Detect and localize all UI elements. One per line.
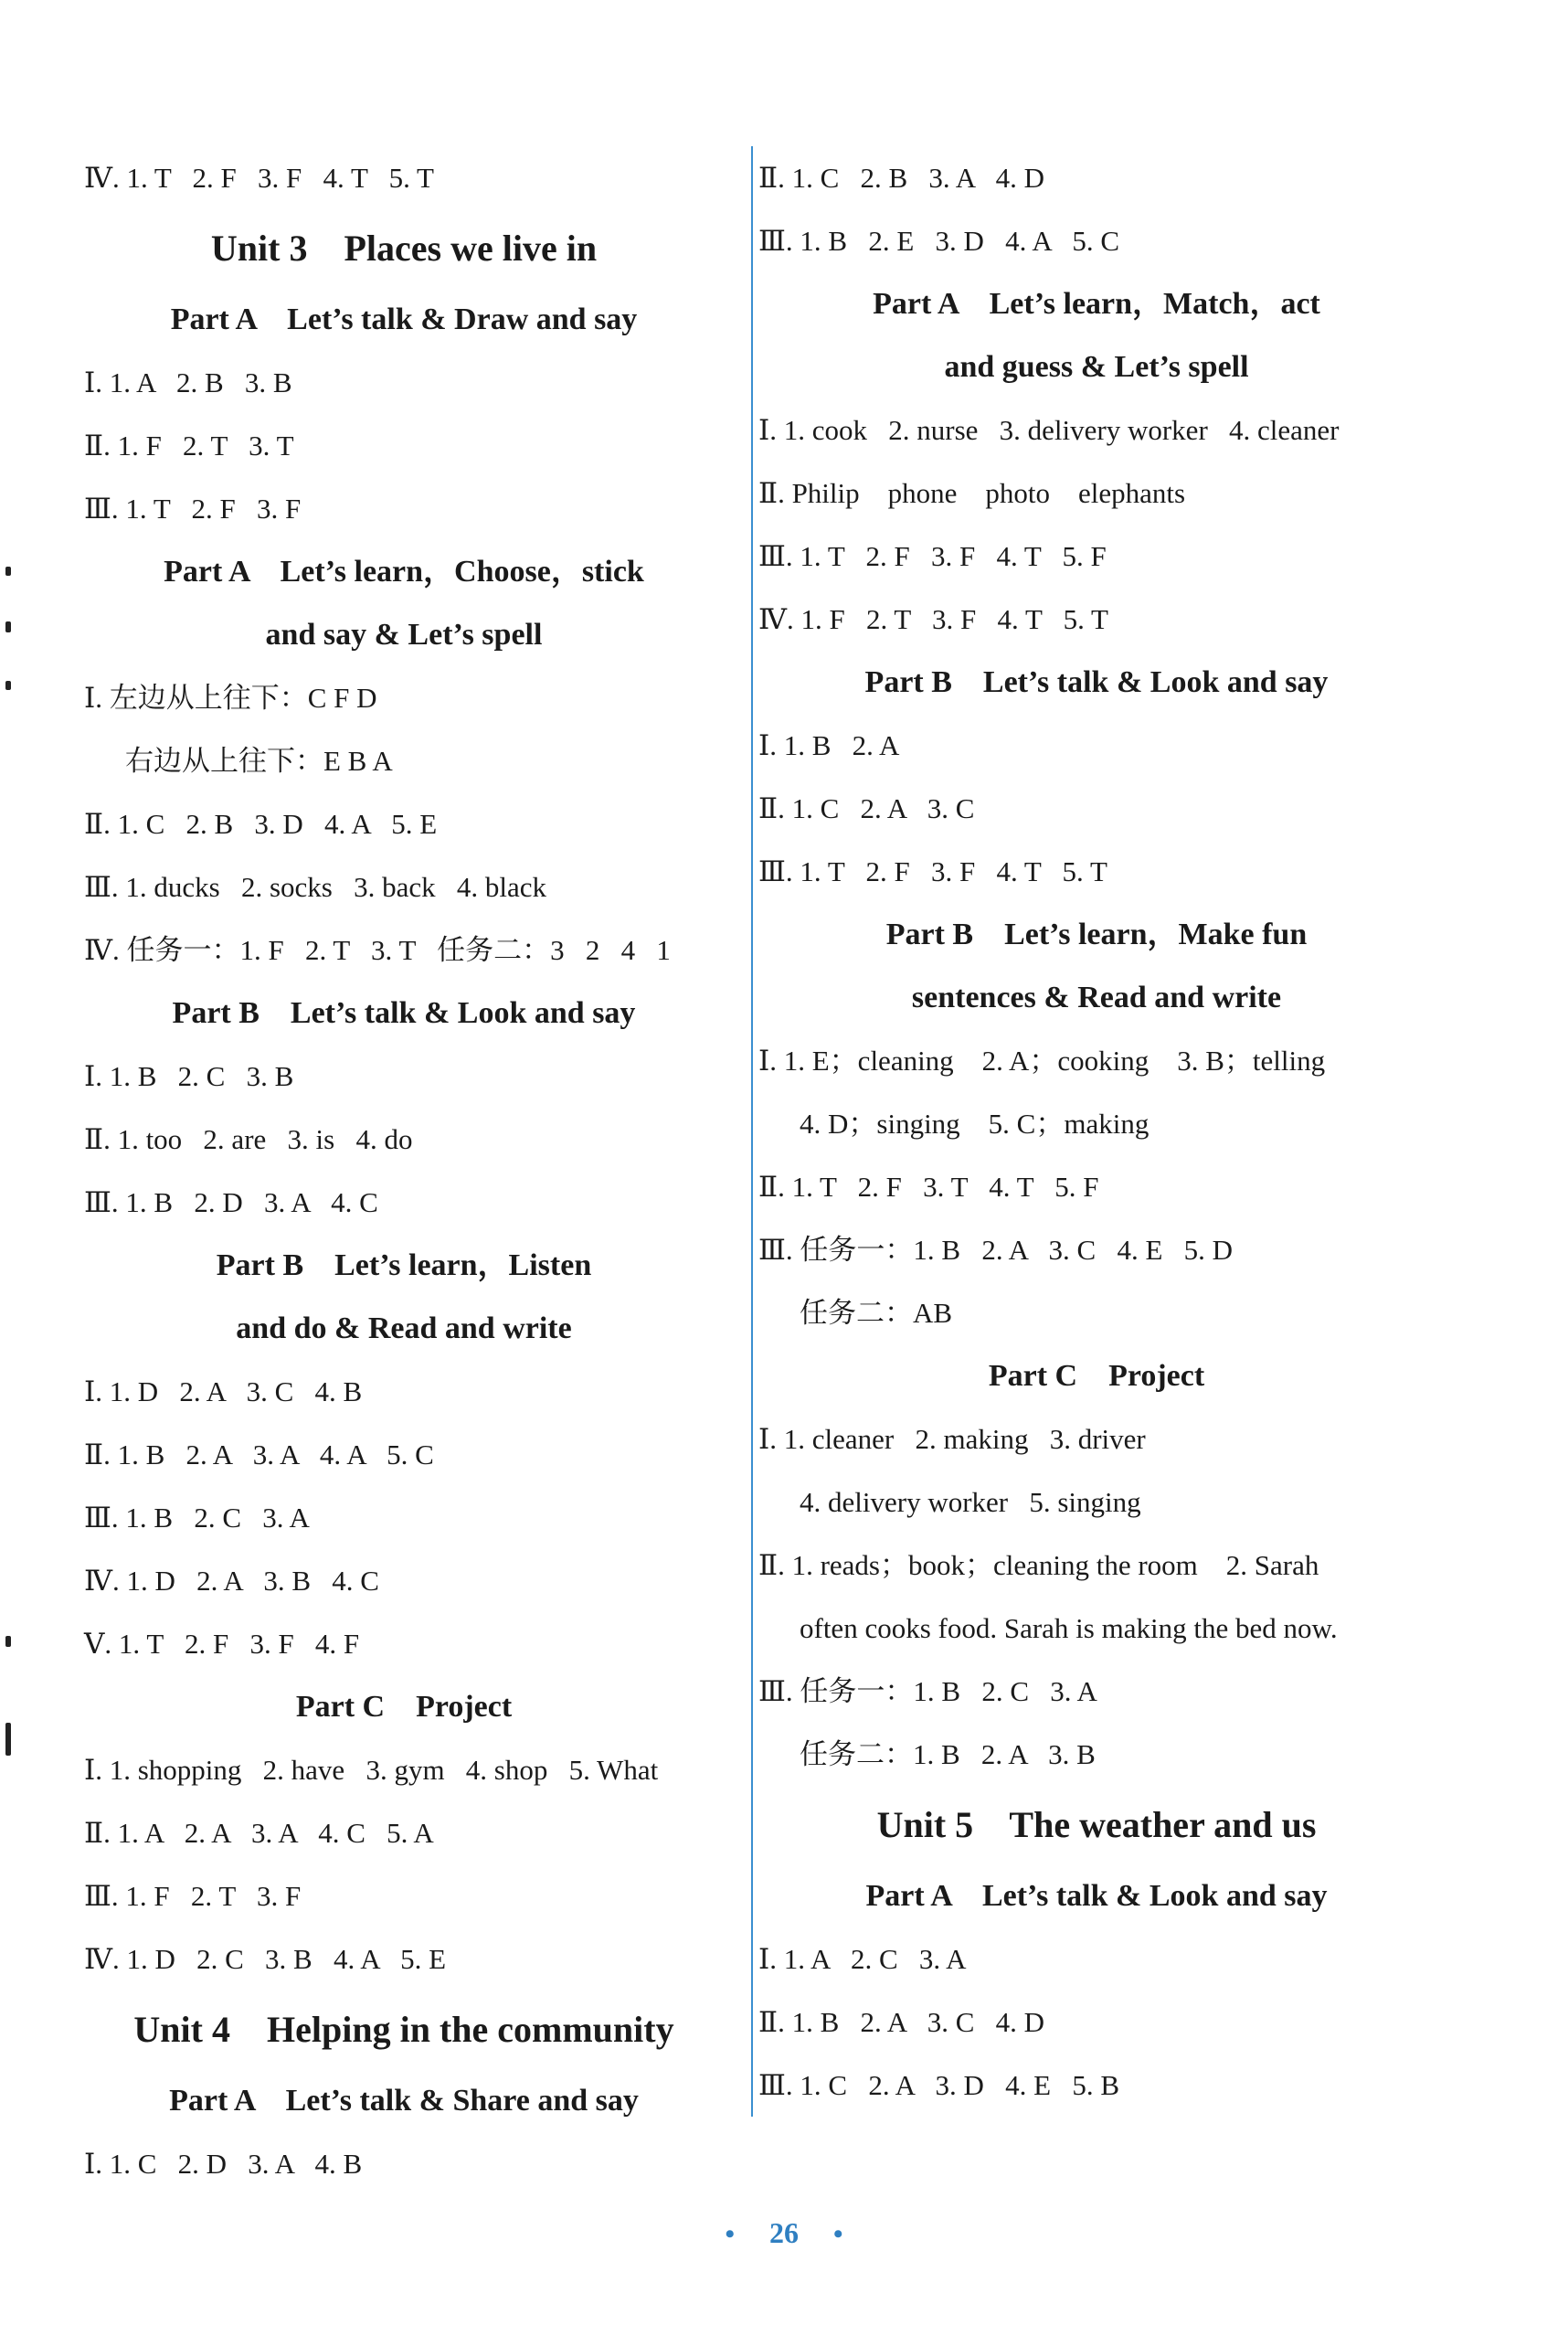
answer-line: Ⅰ. 1. cleaner 2. making 3. driver bbox=[758, 1423, 1146, 1455]
answer-line: 任务二：1. B 2. A 3. B bbox=[800, 1738, 1096, 1770]
answer-line: Ⅲ. 1. T 2. F 3. F 4. T 5. T bbox=[758, 855, 1107, 887]
part-heading: and say & Let’s spell bbox=[265, 618, 543, 652]
answer-line: Ⅲ. 任务一：1. B 2. C 3. A bbox=[758, 1675, 1097, 1707]
answer-line: often cooks food. Sarah is making the bed now. bbox=[800, 1612, 1338, 1644]
answer-line: Ⅲ. 1. T 2. F 3. F 4. T 5. F bbox=[758, 540, 1107, 572]
part-heading: and guess & Let’s spell bbox=[944, 350, 1249, 384]
part-heading: Part C Project bbox=[988, 1359, 1205, 1393]
unit-heading: Unit 3 Places we live in bbox=[210, 228, 598, 269]
answer-line: Ⅰ. 1. A 2. B 3. B bbox=[84, 366, 292, 398]
answer-line: Ⅳ. 任务一：1. F 2. T 3. T 任务二：3 2 4 1 bbox=[84, 934, 671, 966]
answer-line: Ⅰ. 1. B 2. C 3. B bbox=[84, 1060, 294, 1092]
answer-line: Ⅰ. 1. C 2. D 3. A 4. B bbox=[84, 2148, 363, 2180]
part-heading: Part B Let’s talk & Look and say bbox=[172, 996, 636, 1030]
answer-line: Ⅰ. 1. A 2. C 3. A bbox=[758, 1943, 967, 1975]
answer-line: Ⅰ. 1. E；cleaning 2. A；cooking 3. B；telling bbox=[758, 1045, 1326, 1077]
margin-mark bbox=[5, 681, 11, 690]
answer-line: Ⅱ. Philip phone photo elephants bbox=[758, 477, 1186, 509]
answer-line: Ⅲ. 任务一：1. B 2. A 3. C 4. E 5. D bbox=[758, 1234, 1234, 1266]
answer-line: Ⅲ. 1. B 2. D 3. A 4. C bbox=[84, 1186, 378, 1218]
right-column bbox=[751, 146, 1435, 2117]
answer-line: 右边从上往下：E B A bbox=[125, 745, 393, 777]
answer-line: Ⅱ. 1. B 2. A 3. C 4. D bbox=[758, 2006, 1045, 2038]
answer-line: Ⅰ. 1. B 2. A bbox=[758, 729, 900, 761]
margin-mark bbox=[5, 1636, 11, 1647]
answer-line: Ⅲ. 1. ducks 2. socks 3. back 4. black bbox=[84, 871, 547, 903]
answer-line: 4. delivery worker 5. singing bbox=[800, 1486, 1141, 1518]
answer-line: Ⅱ. 1. C 2. B 3. A 4. D bbox=[758, 162, 1045, 194]
answer-line: Ⅳ. 1. D 2. C 3. B 4. A 5. E bbox=[84, 1943, 447, 1975]
unit-heading: Unit 5 The weather and us bbox=[876, 1804, 1317, 1845]
answer-line: Ⅳ. 1. D 2. A 3. B 4. C bbox=[84, 1565, 379, 1597]
page-footer bbox=[0, 2216, 1568, 2250]
answer-line: Ⅰ. 左边从上往下：C F D bbox=[84, 682, 377, 714]
part-heading: Part B Let’s learn，Make fun bbox=[885, 918, 1308, 951]
answer-line: Ⅲ. 1. B 2. E 3. D 4. A 5. C bbox=[758, 225, 1120, 257]
part-heading: Part A Let’s talk & Look and say bbox=[865, 1879, 1328, 1913]
unit-heading: Unit 4 Helping in the community bbox=[133, 2009, 674, 2050]
answer-line: Ⅲ. 1. B 2. C 3. A bbox=[84, 1502, 310, 1534]
part-heading: Part A Let’s learn，Match，act bbox=[873, 287, 1320, 321]
margin-mark bbox=[5, 621, 11, 632]
answer-line: Ⅲ. 1. T 2. F 3. F bbox=[84, 493, 302, 525]
answer-line: 任务二：AB bbox=[800, 1297, 953, 1329]
answer-line: Ⅱ. 1. C 2. B 3. D 4. A 5. E bbox=[84, 808, 438, 840]
answer-line: Ⅳ. 1. F 2. T 3. F 4. T 5. T bbox=[758, 603, 1108, 635]
answer-line: Ⅱ. 1. A 2. A 3. A 4. C 5. A bbox=[84, 1817, 434, 1849]
answer-line: Ⅱ. 1. B 2. A 3. A 4. A 5. C bbox=[84, 1439, 434, 1470]
answer-line: Ⅲ. 1. F 2. T 3. F bbox=[84, 1880, 302, 1912]
footer-dot: • bbox=[833, 2219, 843, 2249]
page-number: 26 bbox=[769, 2216, 799, 2249]
answer-line: Ⅰ. 1. cook 2. nurse 3. delivery worker 4. cleaner bbox=[758, 414, 1340, 446]
part-heading: Part B Let’s talk & Look and say bbox=[864, 665, 1329, 699]
part-heading: and do & Read and write bbox=[236, 1311, 572, 1345]
footer-dot: • bbox=[725, 2219, 735, 2249]
part-heading: Part A Let’s talk & Share and say bbox=[169, 2084, 639, 2118]
answer-line: Ⅰ. 1. D 2. A 3. C 4. B bbox=[84, 1375, 363, 1407]
answer-line: Ⅰ. 1. shopping 2. have 3. gym 4. shop 5. What bbox=[84, 1754, 659, 1786]
margin-mark bbox=[5, 1723, 11, 1756]
left-column bbox=[84, 146, 724, 2195]
part-heading: Part A Let’s talk & Draw and say bbox=[170, 303, 638, 336]
margin-mark bbox=[5, 567, 11, 576]
answer-line: Ⅱ. 1. T 2. F 3. T 4. T 5. F bbox=[758, 1171, 1099, 1203]
answer-line: Ⅳ. 1. T 2. F 3. F 4. T 5. T bbox=[84, 162, 434, 194]
answer-line: 4. D；singing 5. C；making bbox=[800, 1108, 1150, 1140]
answer-line: Ⅱ. 1. too 2. are 3. is 4. do bbox=[84, 1123, 413, 1155]
answer-line: Ⅱ. 1. C 2. A 3. C bbox=[758, 792, 975, 824]
part-heading: Part A Let’s learn，Choose，stick bbox=[164, 555, 644, 589]
answer-line: Ⅱ. 1. reads；book；cleaning the room 2. Sarah bbox=[758, 1549, 1319, 1581]
answer-line: Ⅴ. 1. T 2. F 3. F 4. F bbox=[84, 1628, 360, 1660]
part-heading: Part C Project bbox=[295, 1690, 513, 1724]
answer-line: Ⅲ. 1. C 2. A 3. D 4. E 5. B bbox=[758, 2069, 1120, 2101]
part-heading: Part B Let’s learn，Listen bbox=[216, 1248, 592, 1282]
answer-line: Ⅱ. 1. F 2. T 3. T bbox=[84, 430, 294, 462]
part-heading: sentences & Read and write bbox=[911, 981, 1282, 1014]
